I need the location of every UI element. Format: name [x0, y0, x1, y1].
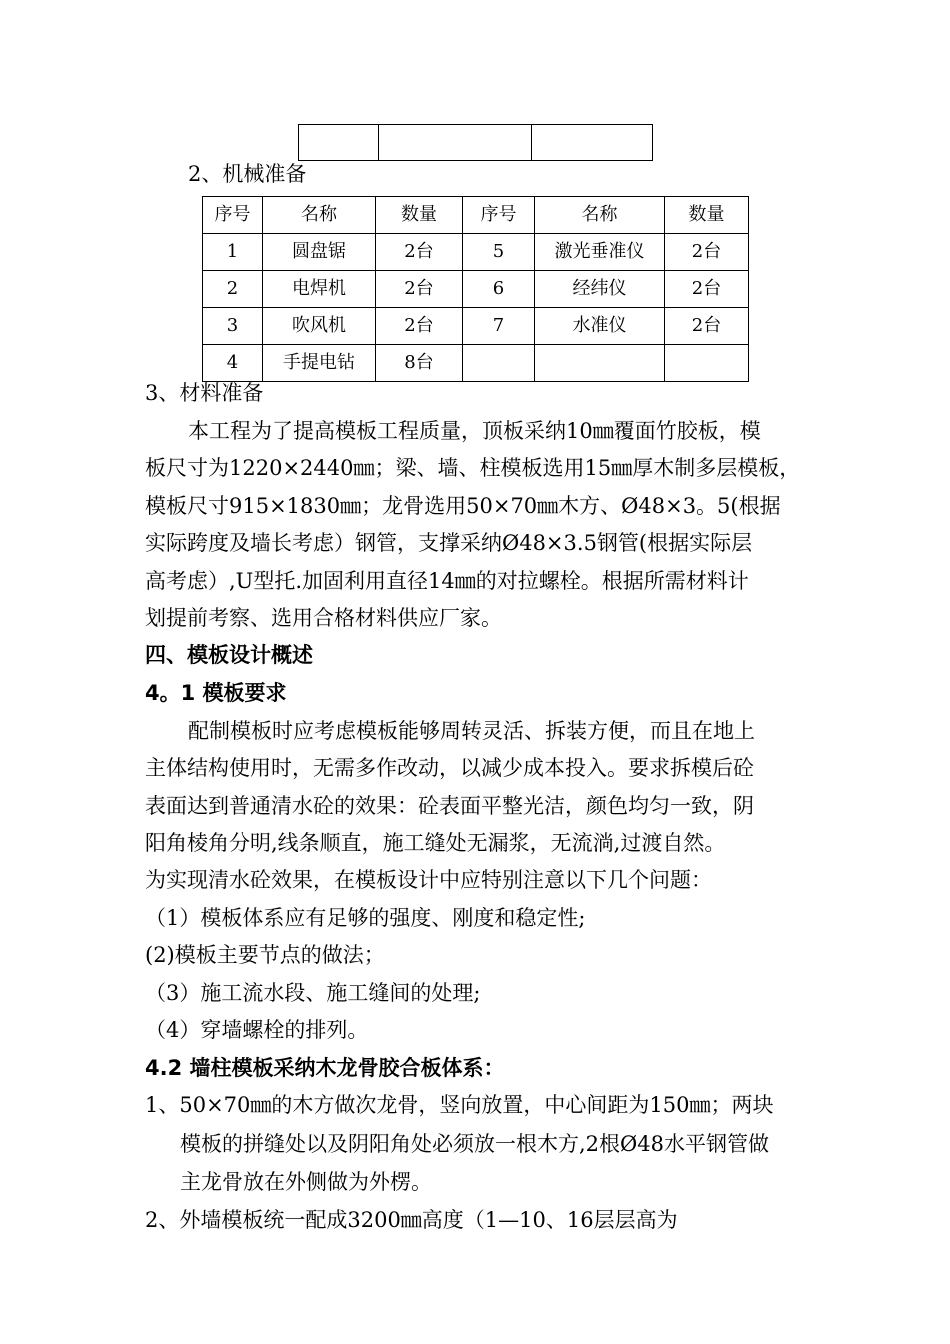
material-heading: 3、材料准备 — [145, 381, 264, 405]
table-cell: 2台 — [376, 234, 463, 271]
list-item: （3）施工流水段、施工缝间的处理; — [145, 981, 481, 1005]
table-cell: 4 — [203, 345, 263, 382]
subsection-heading: 4.2 墙柱模板采纳木龙骨胶合板体系： — [145, 1056, 505, 1080]
list-item-continuation: 模板的拼缝处以及阴阳角处必须放一根木方,2根Ø48水平钢管做 — [180, 1132, 769, 1156]
machine-table — [202, 196, 749, 382]
list-item: (2)模板主要节点的做法； — [145, 943, 385, 967]
table-cell: 6 — [463, 271, 535, 308]
header-cell: 名称 — [535, 197, 665, 234]
paragraph-line: 本工程为了提高模板工程质量，顶板采纳10㎜覆面竹胶板，模 — [188, 419, 761, 443]
table-cell: 2台 — [665, 271, 749, 308]
table-cell: 2台 — [376, 308, 463, 345]
machine-heading: 2、机械准备 — [188, 162, 307, 186]
header-cell: 序号 — [203, 197, 263, 234]
table-row — [203, 234, 749, 271]
table-cell: 2台 — [665, 234, 749, 271]
paragraph-line: 高考虑）,U型托.加固利用直径14㎜的对拉螺栓。根据所需材料计 — [145, 569, 749, 593]
table-row — [299, 125, 653, 161]
table-cell: 7 — [463, 308, 535, 345]
section-heading: 四、模板设计概述 — [145, 643, 313, 667]
paragraph-line: 模板尺寸915×1830㎜；龙骨选用50×70㎜木方、Ø48×3。5(根据 — [145, 494, 781, 518]
table-cell: 5 — [463, 234, 535, 271]
paragraph-line: 为实现清水砼效果，在模板设计中应特别注意以下几个问题： — [145, 868, 712, 892]
table-cell: 2台 — [665, 308, 749, 345]
paragraph-line: 板尺寸为1220×2440㎜；梁、墙、柱模板选用15㎜厚木制多层模板， — [145, 456, 801, 480]
table-cell — [665, 345, 749, 382]
table-cell — [379, 125, 532, 161]
table-cell: 电焊机 — [263, 271, 376, 308]
list-item: （4）穿墙螺栓的排列。 — [145, 1018, 369, 1042]
table-header-row — [203, 197, 749, 234]
table-cell: 1 — [203, 234, 263, 271]
list-item: 2、外墙模板统一配成3200㎜高度（1—10、16层层高为 — [145, 1208, 678, 1232]
table-cell: 8台 — [376, 345, 463, 382]
list-item-continuation: 主龙骨放在外侧做为外楞。 — [180, 1170, 432, 1194]
table-row — [203, 271, 749, 308]
table-cell — [463, 345, 535, 382]
table-cell: 吹风机 — [263, 308, 376, 345]
table-cell: 3 — [203, 308, 263, 345]
previous-table-remnant — [298, 124, 653, 161]
header-cell: 名称 — [263, 197, 376, 234]
table-cell: 水准仪 — [535, 308, 665, 345]
list-item: 1、50×70㎜的木方做次龙骨，竖向放置，中心间距为150㎜；两块 — [145, 1093, 774, 1117]
header-cell: 数量 — [376, 197, 463, 234]
paragraph-line: 主体结构使用时，无需多作改动，以减少成本投入。要求拆模后砼 — [145, 756, 754, 780]
table-row — [203, 308, 749, 345]
table-row — [203, 345, 749, 382]
table-cell: 2台 — [376, 271, 463, 308]
table-cell: 经纬仪 — [535, 271, 665, 308]
paragraph-line: 划提前考察、选用合格材料供应厂家。 — [145, 606, 502, 630]
list-item: （1）模板体系应有足够的强度、刚度和稳定性; — [145, 906, 586, 930]
header-cell: 数量 — [665, 197, 749, 234]
table-cell — [532, 125, 653, 161]
subsection-heading: 4。1 模板要求 — [145, 681, 287, 705]
header-cell: 序号 — [463, 197, 535, 234]
table-cell: 手提电钻 — [263, 345, 376, 382]
table-cell: 圆盘锯 — [263, 234, 376, 271]
table-cell — [299, 125, 379, 161]
paragraph-line: 阳角棱角分明,线条顺直，施工缝处无漏浆，无流淌,过渡自然。 — [145, 831, 726, 855]
table-cell — [535, 345, 665, 382]
paragraph-line: 实际跨度及墙长考虑）钢管，支撑采纳Ø48×3.5钢管(根据实际层 — [145, 531, 753, 555]
table-cell: 激光垂准仪 — [535, 234, 665, 271]
paragraph-line: 配制模板时应考虑模板能够周转灵活、拆装方便，而且在地上 — [188, 719, 755, 743]
paragraph-line: 表面达到普通清水砼的效果：砼表面平整光洁，颜色均匀一致，阴 — [145, 794, 754, 818]
table-cell: 2 — [203, 271, 263, 308]
